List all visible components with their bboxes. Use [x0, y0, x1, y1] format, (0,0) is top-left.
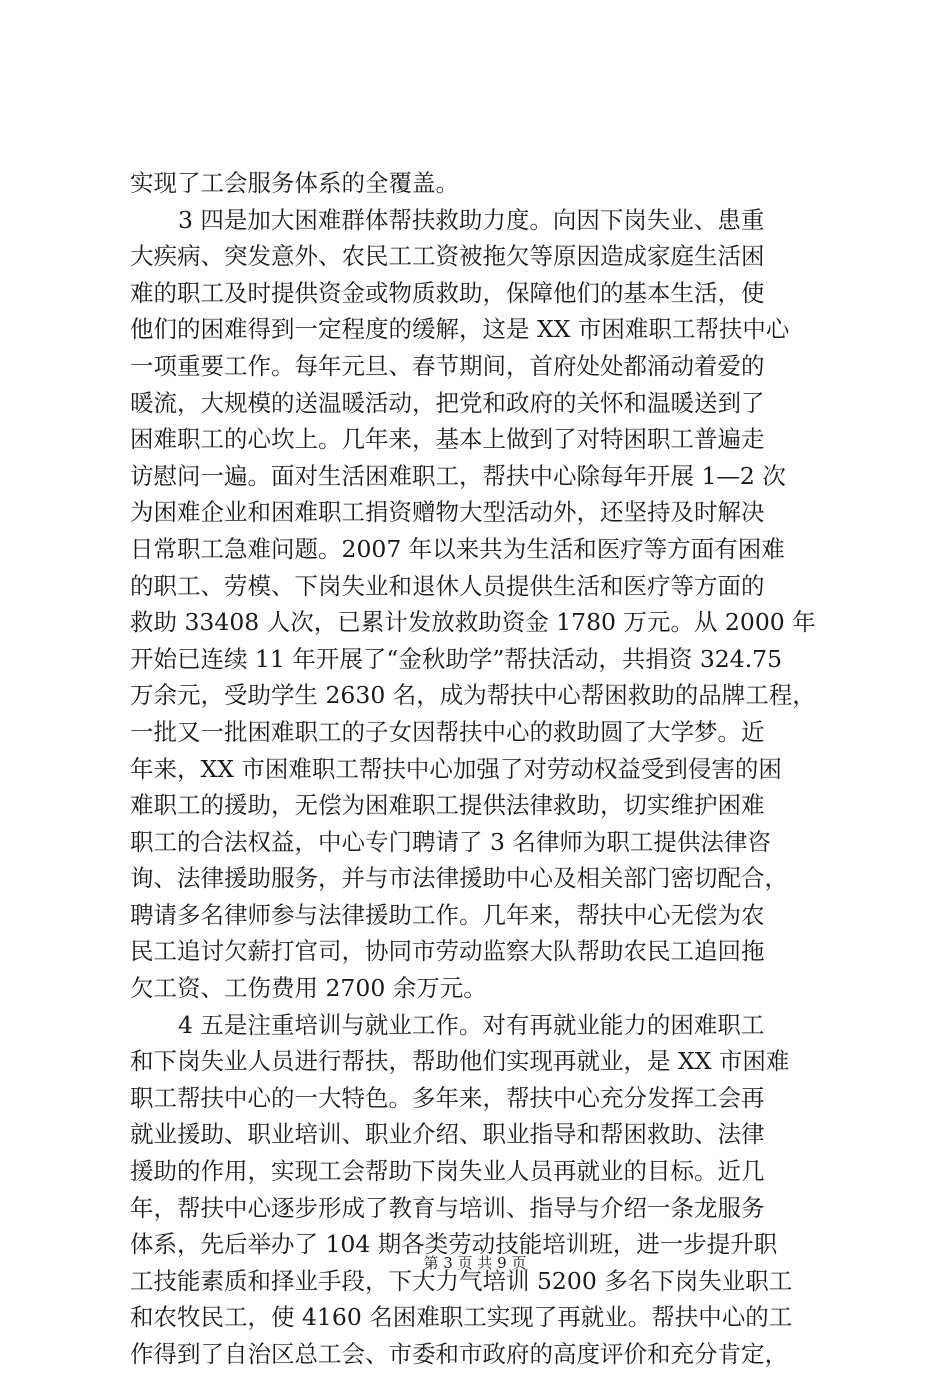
text-line: 访慰问一遍。面对生活困难职工，帮扶中心除每年开展 1—2 次 [130, 461, 786, 490]
document-body [130, 165, 830, 1373]
text-line: 询、法律援助服务，并与市法律援助中心及相关部门密切配合， [130, 864, 788, 893]
text-line: 年，帮扶中心逐步形成了教育与培训、指导与介绍一条龙服务 [130, 1193, 765, 1222]
text-line: 日常职工急难问题。2007 年以来共为生活和医疗等方面有困难 [130, 534, 785, 563]
text-line: 开始已连续 11 年开展了“金秋助学”帮扶活动，共捐资 324.75 [130, 644, 783, 673]
text-line: 职工帮扶中心的一大特色。多年来，帮扶中心充分发挥工会再 [130, 1083, 765, 1112]
text-line: 难职工的援助，无偿为困难职工提供法律救助，切实维护困难 [130, 791, 765, 820]
text-line: 大疾病、突发意外、农民工工资被拖欠等原因造成家庭生活困 [130, 242, 765, 271]
text-line: 作得到了自治区总工会、市委和市政府的高度评价和充分肯定， [130, 1340, 788, 1368]
text-line: 一项重要工作。每年元旦、春节期间，首府处处都涌动着爱的 [130, 351, 765, 380]
text-line: 年来，XX 市困难职工帮扶中心加强了对劳动权益受到侵害的困 [130, 754, 782, 783]
page-footer: 第 3 页 共 9 页 [423, 1254, 527, 1272]
text-line: 就业援助、职业培训、职业介绍、职业指导和帮困救助、法律 [130, 1120, 765, 1149]
text-line: 和下岗失业人员进行帮扶，帮助他们实现再就业，是 XX 市困难 [130, 1047, 790, 1076]
text-line: 民工追讨欠薪打官司，协同市劳动监察大队帮助农民工追回拖 [130, 937, 765, 966]
text-line: 欠工资、工伤费用 2700 余万元。 [130, 974, 487, 1003]
text-line: 职工的合法权益，中心专门聘请了 3 名律师为职工提供法律咨 [130, 827, 771, 856]
text-line: 的职工、劳模、下岗失业和退休人员提供生活和医疗等方面的 [130, 571, 765, 600]
text-line: 聘请多名律师参与法律援助工作。几年来，帮扶中心无偿为农 [130, 900, 765, 929]
text-line: 救助 33408 人次，已累计发放救助资金 1780 万元。从 2000 年 [130, 608, 816, 637]
text-line: 一批又一批困难职工的子女因帮扶中心的救助圆了大学梦。近 [130, 717, 765, 746]
text-line: 困难职工的心坎上。几年来，基本上做到了对特困职工普遍走 [130, 425, 765, 454]
text-line: 难的职工及时提供资金或物质救助，保障他们的基本生活，使 [130, 278, 765, 307]
text-line: 工技能素质和择业手段，下大力气培训 5200 多名下岗失业职工 [130, 1266, 793, 1295]
paragraph-first-line: 3 四是加大困难群体帮扶救助力度。向因下岗失业、患重 [178, 205, 765, 234]
text-line: 暖流，大规模的送温暖活动，把党和政府的关怀和温暖送到了 [130, 388, 765, 417]
text-line: 援助的作用，实现工会帮助下岗失业人员再就业的目标。近几 [130, 1157, 765, 1186]
text-line: 实现了工会服务体系的全覆盖。 [130, 169, 459, 197]
text-line: 为困难企业和困难职工捐资赠物大型活动外，还坚持及时解决 [130, 498, 765, 527]
text-line: 体系，先后举办了 104 期各类劳动技能培训班，进一步提升职 [130, 1230, 778, 1259]
text-line: 和农牧民工，使 4160 名困难职工实现了再就业。帮扶中心的工 [130, 1303, 793, 1332]
paragraph-first-line: 4 五是注重培训与就业工作。对有再就业能力的困难职工 [178, 1010, 765, 1039]
text-line: 万余元，受助学生 2630 名，成为帮扶中心帮困救助的品牌工程， [130, 681, 816, 710]
text-line: 他们的困难得到一定程度的缓解，这是 XX 市困难职工帮扶中心 [130, 315, 790, 344]
